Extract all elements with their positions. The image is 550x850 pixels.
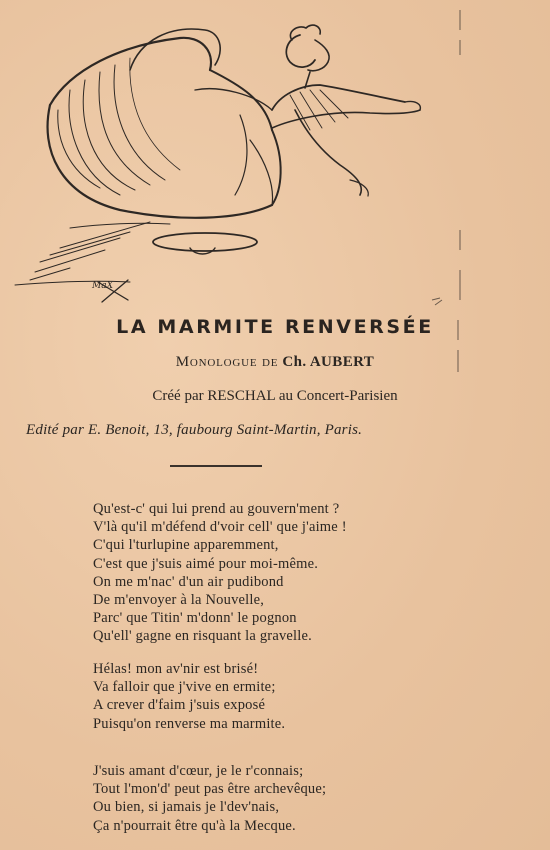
verse-line: Hélas! mon av'nir est brisé! <box>93 661 259 677</box>
verse-line: C'qui l'turlupine apparemment, <box>93 537 279 554</box>
verse-line: A crever d'faim j'suis exposé <box>93 697 266 714</box>
stanza-2 <box>93 660 285 733</box>
publisher-line: Edité par E. Benoit, 13, faubourg Saint-Martin, Paris. <box>26 422 363 438</box>
verse-line: Va falloir que j'vive en ermite; <box>93 679 276 696</box>
divider-rule <box>170 465 262 467</box>
verse-line: Tout l'mon'd' peut pas être archevêque; <box>93 781 327 798</box>
subtitle-lead: Monologue de <box>175 354 279 370</box>
verse-line: Ou bien, si jamais je l'dev'nais, <box>93 799 280 816</box>
author-name: Ch. AUBERT <box>282 354 375 370</box>
poem-title: LA MARMITE RENVERSÉE <box>116 316 434 338</box>
verse-line: On me m'nac' d'un air pudibond <box>93 573 284 590</box>
verse-line: J'suis amant d'cœur, je le r'connais; <box>93 763 304 779</box>
illustration-signature: MaX <box>92 281 113 291</box>
verse-line: Qu'ell' gagne en risquant la gravelle. <box>93 628 312 645</box>
stanza-1 <box>93 500 347 646</box>
subtitle <box>0 354 550 371</box>
verse-line: Parc' que Titin' m'donn' le pognon <box>93 610 297 627</box>
verse-line: C'est que j'suis aimé pour moi-même. <box>93 555 319 572</box>
verse-line: V'là qu'il m'défend d'voir cell' que j'aime ! <box>93 519 347 536</box>
verse-line: Qu'est-c' qui lui prend au gouvern'ment ? <box>93 501 340 517</box>
verse-line: Puisqu'on renverse ma marmite. <box>93 715 286 732</box>
created-by-line: Créé par RESCHAL au Concert-Parisien <box>152 388 398 404</box>
verse-line: Ça n'pourrait être qu'à la Mecque. <box>93 817 296 834</box>
verse-line: De m'envoyer à la Nouvelle, <box>93 592 265 609</box>
stanza-3 <box>93 762 326 835</box>
overturned-pot-illustration <box>10 10 430 305</box>
